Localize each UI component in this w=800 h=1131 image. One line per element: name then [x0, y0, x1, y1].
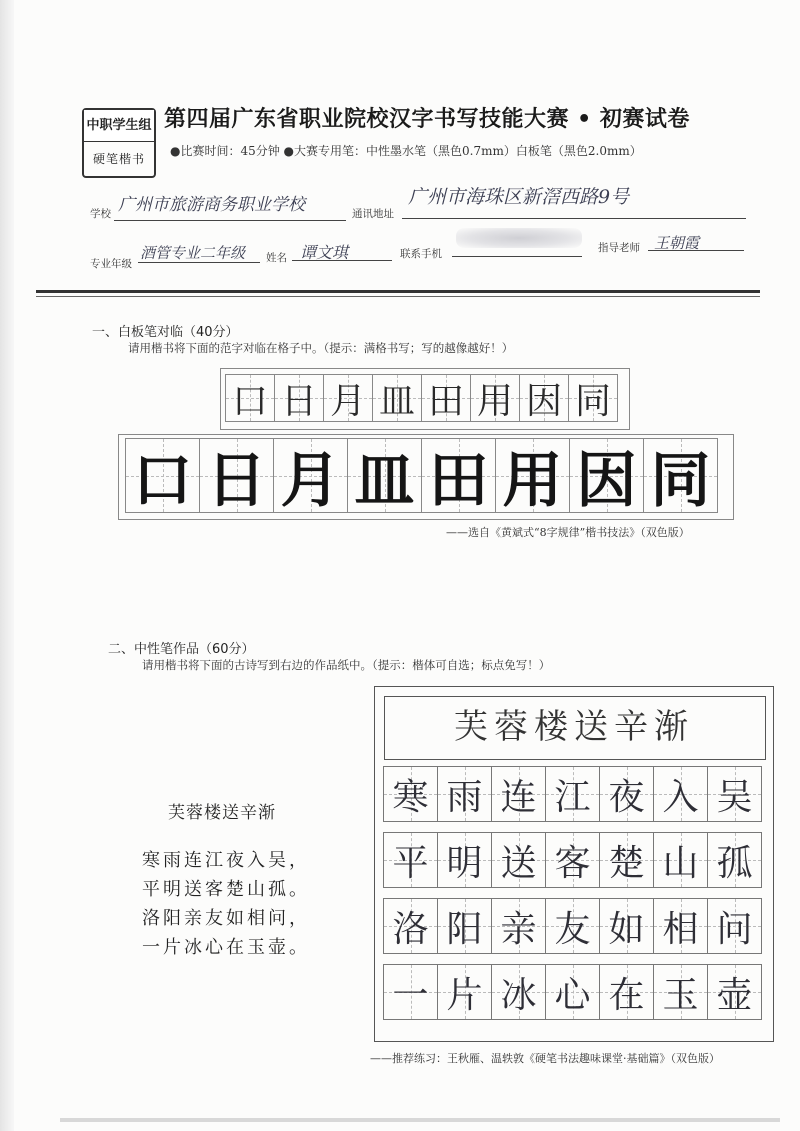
work-cell: 一 [383, 964, 438, 1020]
work-cell: 片 [437, 964, 492, 1020]
work-paper-row [384, 964, 762, 1020]
school-underline [114, 220, 346, 221]
teacher-value: 王朝霞 [654, 234, 700, 252]
practice-cell: 同 [568, 374, 618, 422]
work-paper-title: 芙蓉楼送辛渐 [454, 707, 694, 747]
scan-edge [0, 0, 14, 1131]
work-cell: 问 [707, 898, 762, 954]
practice-cell: 皿 [372, 374, 422, 422]
section2-heading: 二、中性笔作品（60分） [108, 642, 255, 657]
poem-title: 芙蓉楼送辛渐 [168, 803, 276, 823]
name-label: 姓名 [266, 252, 287, 264]
section1-credit: ——选自《黄斌式“8字规律”楷书技法》（双色版） [446, 526, 690, 539]
work-cell: 雨 [437, 766, 492, 822]
work-cell: 楚 [599, 832, 654, 888]
school-label: 学校 [90, 208, 111, 220]
badge-group-label: 中职学生组 [84, 110, 154, 142]
address-value: 广州市海珠区新滘西路9号 [408, 186, 630, 208]
practice-cell: 日 [274, 374, 324, 422]
work-cell: 冰 [491, 964, 546, 1020]
section2-credit: ——推荐练习：王秋雁、温轶敦《硬笔书法趣味课堂·基础篇》（双色版） [370, 1052, 720, 1065]
address-underline [402, 218, 746, 219]
name-value: 谭文琪 [300, 243, 349, 262]
section2-instruction: 请用楷书将下面的古诗写到右边的作品纸中。（提示：楷体可自选；标点免写！） [142, 658, 551, 672]
model-cell: 用 [495, 438, 570, 513]
practice-cell: 月 [323, 374, 373, 422]
work-cell: 阳 [437, 898, 492, 954]
category-badge [82, 108, 156, 178]
work-cell: 如 [599, 898, 654, 954]
practice-cell: 用 [470, 374, 520, 422]
practice-cell: 因 [519, 374, 569, 422]
model-grid [126, 438, 718, 516]
model-cell: 同 [643, 438, 718, 513]
work-cell: 平 [383, 832, 438, 888]
poem-line: 寒雨连江夜入吴， [142, 850, 310, 871]
practice-cell: 口 [225, 374, 275, 422]
work-paper-row [384, 898, 762, 954]
exam-info: ●比赛时间：45分钟 ●大赛专用笔：中性墨水笔（黑色0.7mm）白板笔（黑色2.0mm） [170, 144, 642, 158]
model-cell: 田 [421, 438, 496, 513]
work-cell: 连 [491, 766, 546, 822]
badge-style-label: 硬笔楷书 [92, 152, 145, 166]
work-paper-row [384, 766, 762, 822]
work-cell: 送 [491, 832, 546, 888]
model-cell: 因 [569, 438, 644, 513]
phone-underline [452, 256, 582, 257]
address-label: 通讯地址 [352, 208, 394, 220]
header-divider-thin [36, 296, 760, 297]
work-cell: 在 [599, 964, 654, 1020]
scan-bottom-edge [60, 1118, 780, 1122]
section1-instruction: 请用楷书将下面的范字对临在格子中。（提示：满格书写；写的越像越好！） [128, 341, 514, 355]
work-cell: 壶 [707, 964, 762, 1020]
poem-line: 一片冰心在玉壶。 [142, 937, 310, 958]
work-cell: 夜 [599, 766, 654, 822]
work-cell: 洛 [383, 898, 438, 954]
model-cell: 口 [125, 438, 200, 513]
work-cell: 心 [545, 964, 600, 1020]
work-cell: 孤 [707, 832, 762, 888]
practice-grid [226, 374, 618, 422]
work-cell: 江 [545, 766, 600, 822]
work-paper-row [384, 832, 762, 888]
phone-value-redacted [456, 228, 582, 248]
work-cell: 山 [653, 832, 708, 888]
model-cell: 月 [273, 438, 348, 513]
work-cell: 亲 [491, 898, 546, 954]
phone-label: 联系手机 [400, 248, 442, 260]
teacher-label: 指导老师 [598, 242, 640, 254]
work-cell: 客 [545, 832, 600, 888]
section1-heading: 一、白板笔对临（40分） [92, 325, 239, 340]
work-cell: 友 [545, 898, 600, 954]
work-cell: 相 [653, 898, 708, 954]
school-value: 广州市旅游商务职业学校 [118, 195, 305, 215]
poem-line: 洛阳亲友如相问， [142, 908, 310, 929]
major-label: 专业年级 [90, 258, 132, 270]
poem-line: 平明送客楚山孤。 [142, 879, 310, 900]
work-cell: 入 [653, 766, 708, 822]
work-cell: 吴 [707, 766, 762, 822]
work-cell: 玉 [653, 964, 708, 1020]
work-cell: 明 [437, 832, 492, 888]
model-cell: 日 [199, 438, 274, 513]
exam-title: 第四届广东省职业院校汉字书写技能大赛 • 初赛试卷 [164, 107, 690, 132]
practice-cell: 田 [421, 374, 471, 422]
model-cell: 皿 [347, 438, 422, 513]
header-divider [36, 290, 760, 293]
major-value: 酒管专业二年级 [140, 244, 246, 262]
work-cell: 寒 [383, 766, 438, 822]
